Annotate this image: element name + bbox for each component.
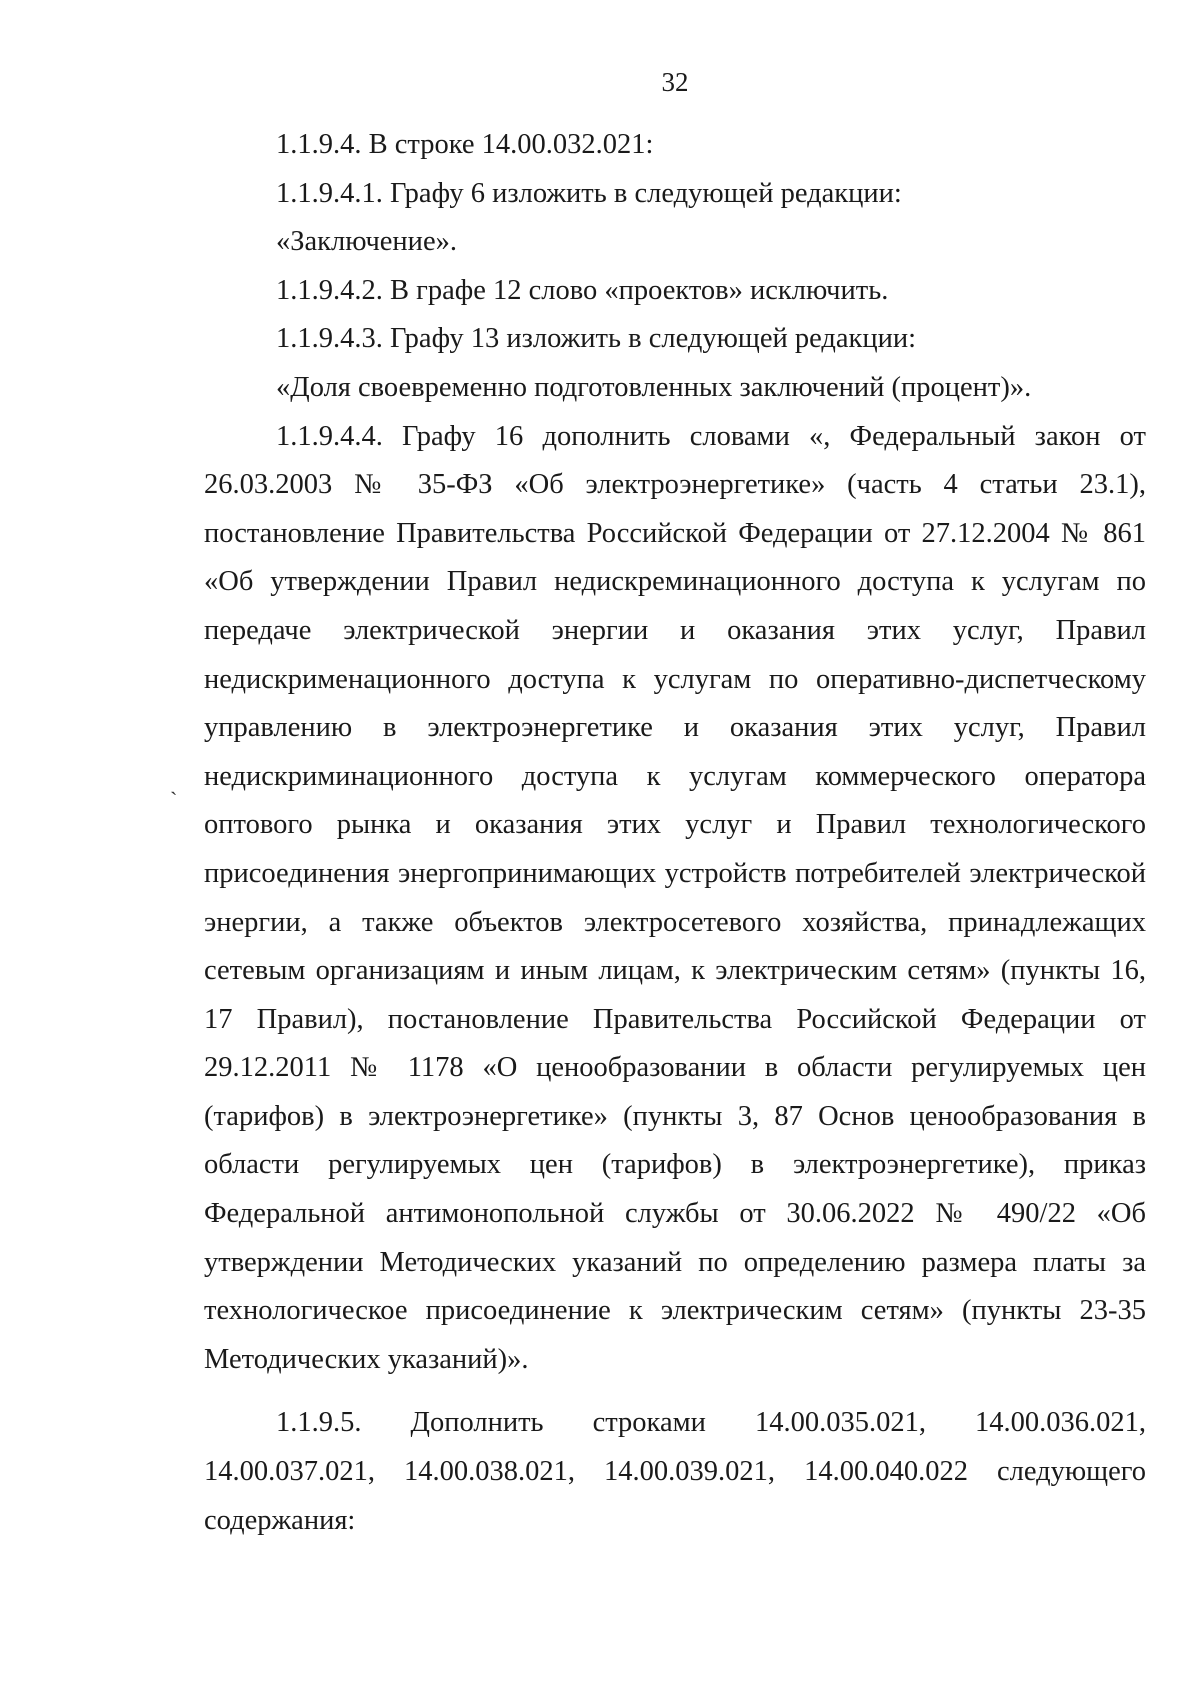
paragraph-1-1-9-5: 1.1.9.5. Дополнить строками 14.00.035.021, 14.00.036.021, 14.00.037.021, 14.00.038.021, 14.00.039.021, 14.00.040.022 следующего содержания: <box>204 1407 1146 1536</box>
paragraph-1-1-9-4-4: 1.1.9.4.4. Графу 16 дополнить словами «, Федеральный закон от 26.03.2003 № 35-ФЗ «Об электроэнергетике» (часть 4 статьи 23.1), постановление Правительства Российской Федерации от 27.12.2004 № 861 «Об утверждении Правил недискреминационного доступа к услугам по передаче электрической энергии и оказания этих услуг, Правил недискрименационного доступа к услугам по оперативно-диспетческому управлению в электроэнергетике и оказания этих услуг, Правил недискриминационного доступа к услугам коммерческого оператора оптового рынка и оказания этих услуг и Правил технологического присоединения энергопринимающих устройств потребителей электрической энергии, а также объектов электросетевого хозяйства, принадлежащих сетевым организациям и иным лицам, к электрическим сетям» (пункты 16, 17 Правил), постановление Правительства Российской Федерации от 29.12.2011 № 1178 «О ценообразовании в области регулируемых цен (тарифов) в электроэнергетике» (пункты 3, 87 Основ ценообразования в области регулируемых цен (тарифов) в электроэнергетике), приказ Федеральной антимонопольной службы от 30.06.2022 № 490/22 «Об утверждении Методических указаний по определению размера платы за технологическое присоединение к электрическим сетям» (пункты 23-35 Методических указаний)». <box>204 420 1146 1375</box>
paragraph-share-quote: «Доля своевременно подготовленных заключений (процент)». <box>276 371 1032 403</box>
page-number: 32 <box>661 67 689 97</box>
paragraph-1-1-9-4-3: 1.1.9.4.3. Графу 13 изложить в следующей редакции: <box>276 323 917 355</box>
paragraph-1-1-9-4-1: 1.1.9.4.1. Графу 6 изложить в следующей редакции: <box>276 177 902 209</box>
document-body <box>204 121 1146 1545</box>
paragraph-1-1-9-4-2: 1.1.9.4.2. В графе 12 слово «проектов» исключить. <box>276 274 889 306</box>
paragraph-1-1-9-4: 1.1.9.4. В строке 14.00.032.021: <box>276 129 654 160</box>
margin-mark: ˏ <box>170 770 178 795</box>
paragraph-conclusion-quote: «Заключение». <box>276 226 457 258</box>
